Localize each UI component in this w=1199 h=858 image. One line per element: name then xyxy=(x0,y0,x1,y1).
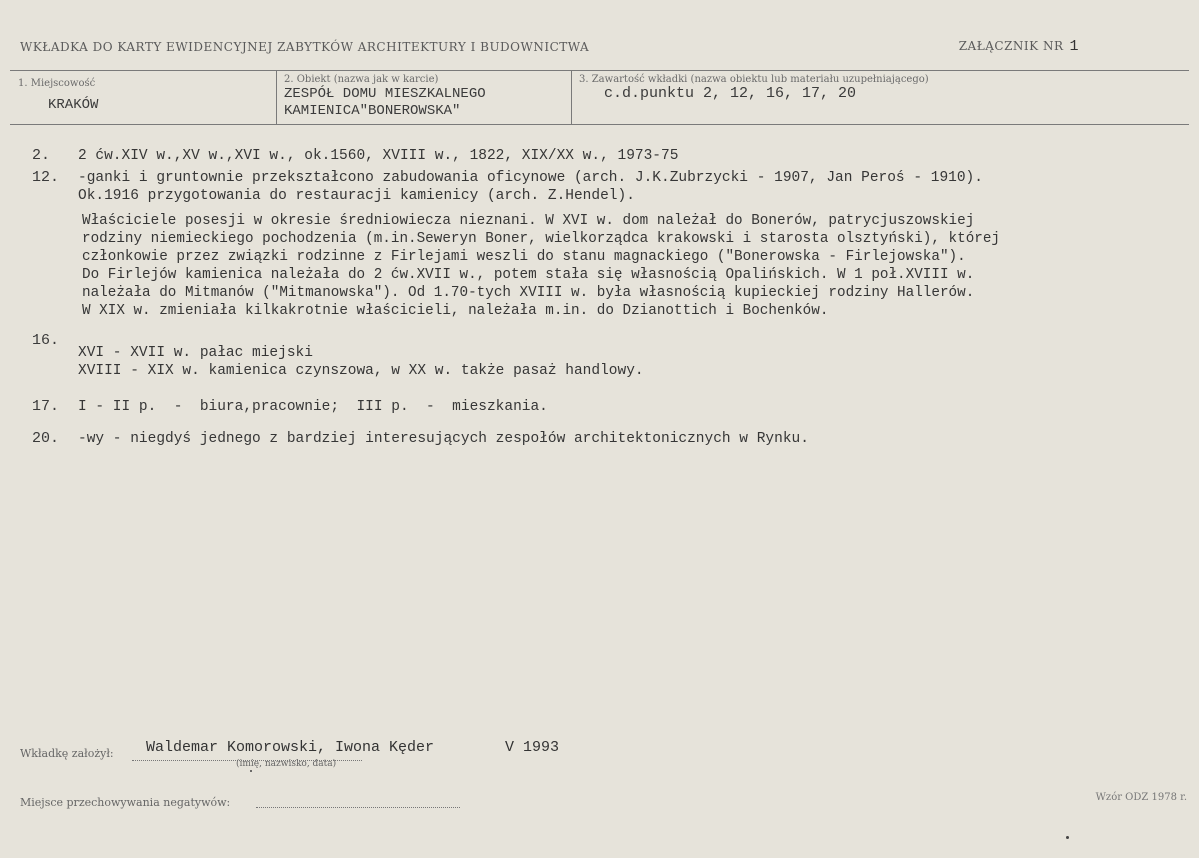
object-label: 2. Obiekt (nazwa jak w karcie) xyxy=(284,74,439,85)
history-line-5: należała do Mitmanów ("Mitmanowska"). Od 1.70-tych XVIII w. była własnością kupieckiej rodziny Hallerów. xyxy=(82,285,975,301)
history-line-6: W XIX w. zmieniała kilkakrotnie właścicieli, należała m.in. do Dzianottich i Bochenków. xyxy=(82,303,829,319)
contents-label: 3. Zawartość wkładki (nazwa obiektu lub materiału uzupełniającego) xyxy=(579,74,929,85)
entry-number-20: 20. xyxy=(32,430,60,447)
entry-number-12: 12. xyxy=(32,169,60,186)
author-label: Wkładkę założył: xyxy=(20,747,114,760)
locality-value: KRAKÓW xyxy=(48,97,99,113)
scan-speck xyxy=(1066,836,1069,839)
history-line-1: Właściciele posesji w okresie średniowiecza nieznani. W XVI w. dom należał do Bonerów, patrycjuszowskiej xyxy=(82,213,975,229)
history-line-3: członkowie przez związki rodzinne z Firlejami weszli do stanu magnackiego ("Bonerowska - Firlejowska"). xyxy=(82,249,966,265)
negatives-dotted-line xyxy=(256,807,460,808)
entry-text-16-line2: XVIII - XIX w. kamienica czynszowa, w XX w. także pasaż handlowy. xyxy=(78,363,644,379)
history-line-2: rodziny niemieckiego pochodzenia (m.in.Seweryn Boner, wielkorządca krakowski i starosta olsztyński), której xyxy=(82,231,1001,247)
entry-number-2: 2. xyxy=(32,147,51,164)
object-value-line2: KAMIENICA"BONEROWSKA" xyxy=(284,103,461,119)
entry-text-12-line1: -ganki i gruntownie przekształcono zabudowania oficynowe (arch. J.K.Zubrzycki - 1907, Jan Peroś - 1910). xyxy=(78,170,983,186)
entry-number-16: 16. xyxy=(32,332,60,349)
author-hint: (imię, nazwisko, data) xyxy=(236,759,337,769)
author-value: Waldemar Komorowski, Iwona Kęder xyxy=(146,739,435,756)
header-top-rule xyxy=(10,70,1189,71)
entry-number-17: 17. xyxy=(32,398,60,415)
attachment-number-block xyxy=(959,38,1079,55)
card-title: WKŁADKA DO KARTY EWIDENCYJNEJ ZABYTKÓW ARCHITEKTURY I BUDOWNICTWA xyxy=(20,40,590,54)
history-line-4: Do Firlejów kamienica należała do 2 ćw.XVII w., potem stała się własnością Opalińskich. W 1 poł.XVIII w. xyxy=(82,267,975,283)
field-divider-1 xyxy=(276,70,277,124)
field-divider-2 xyxy=(571,70,572,124)
locality-label: 1. Miejscowość xyxy=(18,78,96,89)
entry-text-16-line1: XVI - XVII w. pałac miejski xyxy=(78,345,313,361)
entry-text-12-line2: Ok.1916 przygotowania do restauracji kamienicy (arch. Z.Hendel). xyxy=(78,188,635,204)
entry-text-2-line1: 2 ćw.XIV w.,XV w.,XVI w., ok.1560, XVIII w., 1822, XIX/XX w., 1973-75 xyxy=(78,148,679,164)
attachment-number: 1 xyxy=(1069,38,1079,55)
author-date: V 1993 xyxy=(505,739,560,756)
contents-value: c.d.punktu 2, 12, 16, 17, 20 xyxy=(604,85,857,102)
header-bottom-rule xyxy=(10,124,1189,125)
object-value-line1: ZESPÓŁ DOMU MIESZKALNEGO xyxy=(284,86,486,102)
entry-text-17-line1: I - II p. - biura,pracownie; III p. - mieszkania. xyxy=(78,399,548,415)
attachment-label: ZAŁĄCZNIK NR xyxy=(958,39,1064,53)
form-model-label: Wzór ODZ 1978 r. xyxy=(1095,792,1187,803)
negatives-label: Miejsce przechowywania negatywów: xyxy=(20,796,231,809)
scan-speck xyxy=(250,770,252,772)
entry-text-20-line1: -wy - niegdyś jednego z bardziej interesujących zespołów architektonicznych w Rynku. xyxy=(78,431,809,447)
